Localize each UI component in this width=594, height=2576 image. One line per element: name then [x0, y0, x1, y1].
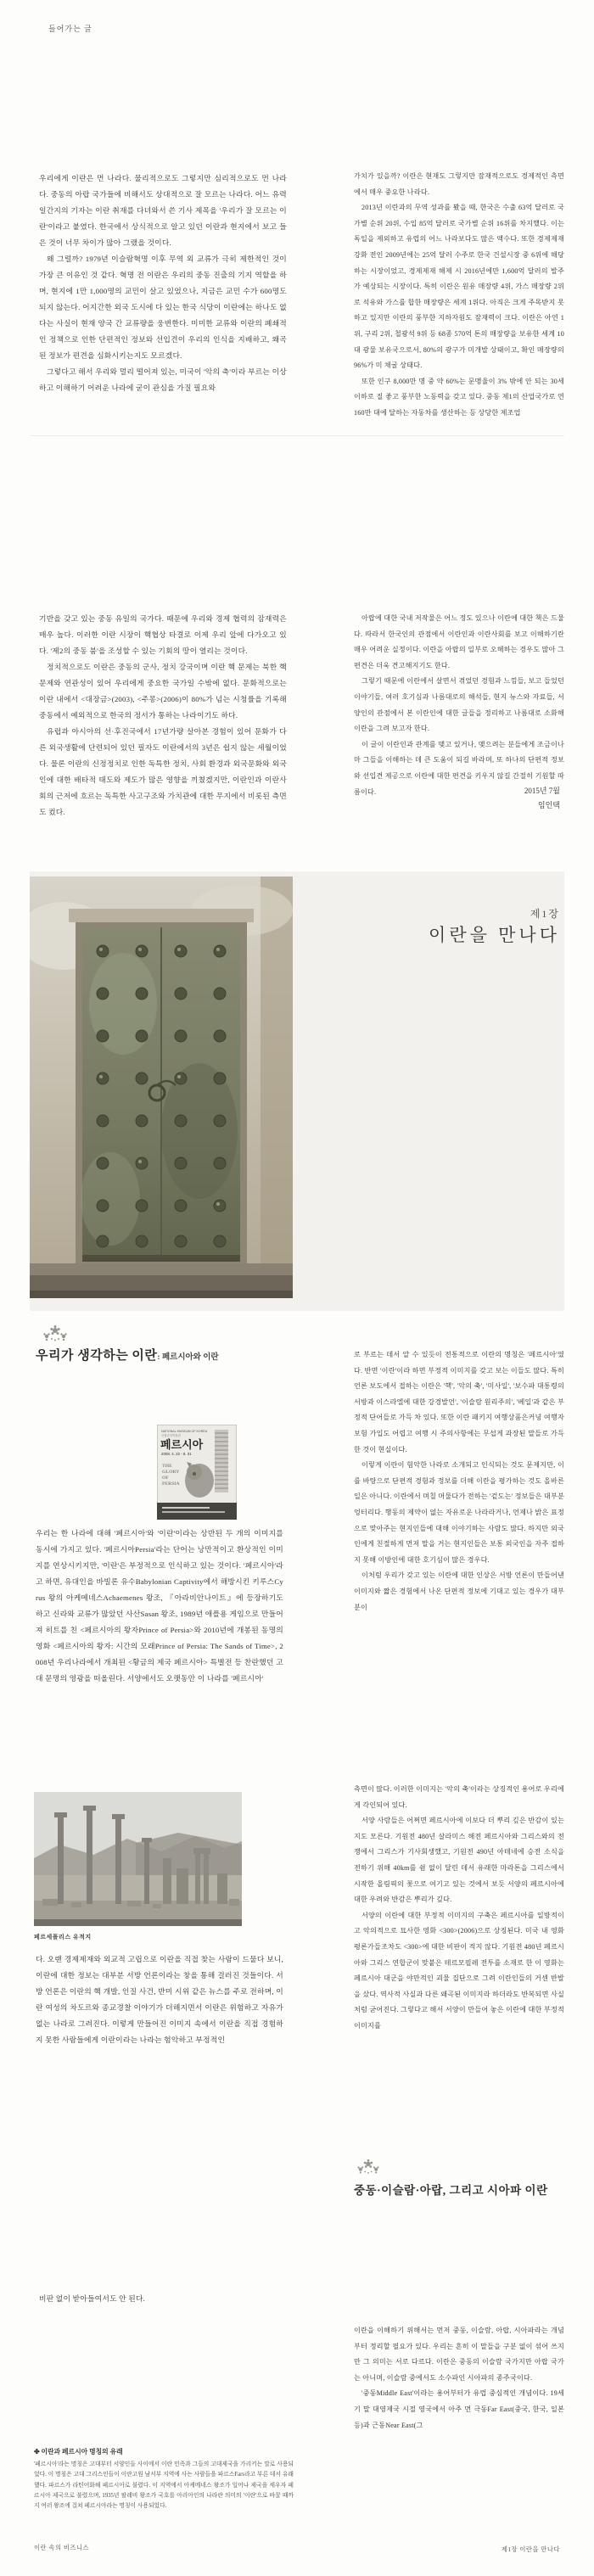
- chapter-label: 제1장: [530, 908, 560, 920]
- paragraph: 기반을 갖고 있는 중동 유일의 국가다. 때문에 우리와 경제 협력의 잠재력은 매우 높다. 이러한 이란 시장이 핵협상 타결로 이제 우리 앞에 다가오고 있다. '제2의 중동 붐'을 조성할 수 있는 기회의 땅이 열리는 것이다.: [39, 614, 287, 655]
- paragraph: 아랍에 대한 국내 저작물은 어느 정도 있으나 이란에 대한 책은 드물다. 따라서 한국인의 관점에서 이란인과 이란사회를 보고 이해하기란 매우 어려운 실정이다. 이란을 아랍의 일부로 오해하는 경우도 많아 그 편견은 더욱 견고해지기도 한다.: [354, 614, 564, 669]
- running-header: 들어가는 글: [48, 25, 92, 33]
- preface-left-page2-text: [39, 611, 287, 820]
- section-persia-cont-left-text: [36, 1952, 283, 2048]
- paragraph: 비판 없이 받아들여서도 안 된다.: [39, 2294, 146, 2303]
- persia-exhibition-poster: [157, 1425, 237, 1520]
- preface-right-page-text: [354, 169, 564, 422]
- old-door-photo: [30, 876, 293, 1298]
- paragraph: 이 글이 이란인과 관계를 맺고 있거나, 맺으려는 분들에게 조금이나마 그들을 이해하는 데 큰 도움이 되길 바라며, 또 하나의 단편적 정보와 선입견 제공으로 이란에 대한 편견을 키우지 않길 간절히 기원할 따름이다.: [354, 740, 564, 796]
- paragraph: 이렇게 이란이 험악한 나라로 소개되고 인식되는 것도 문제지만, 이를 바탕으로 단편적 경험과 정보를 더해 이란을 평가하는 것도 올바른 일은 아니다. 이란에서 며칠 머물다가 전하는 '겉도는' 정보들은 대부분 엉터리다. 행동의 제약이 없는 자유로운 나라라거나, 언제나 밝은 표정으로 맞아주는 현지인들에 대해 이야기하는 사람도 많다. 하지만 외국인에게 친절하게 먼저 말을 거는 현지인들은 보통 외국인을 자주 접하지 못해 이방인에 대한 호기심이 많은 경우다.: [354, 1461, 564, 1564]
- paragraph: 그렇기 때문에 이란에서 살면서 겪었던 경험과 느낌들, 보고 들었던 이야기들, 여러 호기심과 나름대로의 해석들, 현지 뉴스와 자료들, 서양인의 관점에서 본 이란인에 대한 글들을 정리하고 나름대로 소화해 이란을 그려 보고자 한다.: [354, 677, 564, 733]
- paragraph: 유럽과 아시아의 선·후진국에서 17년가량 살아본 경험이 있어 문화가 다른 외국생활에 단련되어 있던 필자도 이란에서의 3년은 쉽지 않는 세월이었다. 물론 이란의 신정정치로 인한 독특한 정치, 사회 환경과 외국문화와 외국인에 대한 배타적 태도와 제도가 많은 영향을 끼쳤겠지만, 이란인과 이란사회의 근저에 흐르는 독특한 사고구조와 가치관에 대한 무지에서 비롯된 측면도 컸다.: [39, 727, 287, 816]
- signature-name: 임인택: [537, 801, 560, 809]
- section-persia-heading: [36, 1346, 316, 1364]
- preface-right-page2-text: [354, 611, 564, 800]
- persepolis-photo-image: [34, 1792, 242, 1926]
- paragraph: 우리는 한 나라에 대해 '페르시아'와 '이란'이라는 상반된 두 개의 이미지를 동시에 가지고 있다. '페르시아Persia'라는 단어는 낭만적이고 환상적인 이미지를 연상시키지만, '이란'은 부정적으로 인식하고 있는 것이다. '페르시아'라고 하면, 유대인을 바빌론 유수Babylonian Captivity에서 해방시킨 키루스Cyrus 왕의 아케메네스Achaemenes 왕조, 『아라비안나이트』에 등장하기도 하고 신라와 교류가 많았던 사산Sasan 왕조, 1989년 애플용 게임으로 만들어져 히트를 친 <페르시아의 왕자Prince of Persia>와 2010년에 개봉된 동명의 영화 <페르시아의 왕자: 시간의 모래Prince of Persia: The Sands of Time>, 2008년 우리나라에서 개최된 <황금의 제국 페르시아> 특별전 등 찬란했던 고대 문명의 영광을 떠올린다. 서양에서도 오랫동안 이 나라를 '페르시아': [36, 1529, 283, 1683]
- poster-dates: 2008. 4. 22 - 8. 31: [161, 1452, 192, 1456]
- photo-caption: 페르세폴리스 유적지: [34, 1934, 92, 1940]
- paragraph: 서양 사람들은 어쩌면 페르시아에 이보다 더 뿌리 깊은 반감이 있는지도 모른다. 기원전 480년 살라미스 해전 페르시아와 그리스와의 전쟁에서 그리스가 기사회생했고, 기원전 490년 아테네에 승전 소식을 전하기 위해 40km를 쉼 없이 달린 데서 유래한 마라톤을 그리스에서 시작한 올림픽의 꽃으로 여기고 있는 것에서 보듯 서양의 페르시아에 대한 우려와 반감은 뿌리가 깊다.: [354, 1817, 564, 1904]
- page-divider: [30, 435, 564, 436]
- poster-title: 페르시아: [160, 1438, 204, 1451]
- poster-tagline-line: THE: [162, 1464, 172, 1469]
- paragraph: 우리에게 이란은 먼 나라다. 물리적으로도 그렇지만 심리적으로도 먼 나라다. 중동의 아랍 국가들에 비해서도 상대적으로 잘 모르는 나라다. 어느 유력 일간지의 기자는 이란 취재를 다녀와서 쓴 기사 제목을 '우리가 잘 모르는 이란'이라고 붙였다. 한국에서 상식적으로 알고 있던 이란과 현지에서 보고 들은 것이 너무 차이가 많아 그랬을 것이다.: [39, 174, 287, 247]
- preface-left-page-text: [39, 171, 287, 396]
- section-ornament-icon: [356, 2158, 380, 2176]
- paragraph: 다. 오랜 경제제재와 외교적 고립으로 이란을 직접 찾는 사람이 드물다 보니, 이란에 대한 정보는 대부분 서방 언론이라는 창을 통해 걸러진 것들이다. 서방 언론은 이란의 핵 개발, 인질 사건, 반미 시위 같은 뉴스를 주로 전하며, 이란 여성의 차도르와 종교경찰 이야기가 더해지면서 이란은 위험하고 자유가 없는 나라로 그려진다. 이렇게 만들어진 이미지 속에서 이란을 직접 경험하지 못한 사람들에게 이란이라는 나라는 험악하고 부정적인: [36, 1955, 283, 2044]
- paragraph: 이처럼 우리가 갖고 있는 이란에 대한 인상은 서방 언론이 만들어낸 이미지와 짧은 경험에서 나온 단편적 정보에 기대고 있는 경우가 대부분이: [354, 1571, 564, 1611]
- preface-signature: [395, 784, 560, 813]
- poster-tagline-line: GLORY: [162, 1470, 180, 1475]
- paragraph: 왜 그럴까? 1979년 이슬람혁명 이후 무역 외 교류가 극히 제한적인 것이 가장 큰 이유인 것 같다. 혁명 전 이란은 우리의 중동 진출의 기지 역할을 하며, 현지에 1만 1,000명의 교민이 살고 있었으나, 지금은 교민 수가 600명도 되지 않는다. 어지간한 외국 도시에 다 있는 한국 식당이 이란에는 하나도 없다는 사실이 현재 양국 간 교류량을 웅변한다. 미미한 교류와 이란의 폐쇄적인 정책으로 인한 단편적인 정보와 선입견이 우리의 인식을 지배하고, 왜곡된 정보가 편견을 심화시키는지도 모르겠다.: [39, 255, 287, 360]
- signature-date: 2015년 7월: [524, 787, 560, 795]
- section-middle-east-right-text: [354, 2323, 564, 2433]
- paragraph: 로 부르는 데서 알 수 있듯이 전통적으로 이란의 명칭은 '페르시아'였다. 반면 '이란'이라 하면 부정적 이미지를 갖고 보는 이들도 많다. 특히 언론 보도에서 접하는 이란은 '핵', '악의 축', '미사일', '보수파 대통령의 서방과 이스라엘에 대한 강경발언', '이슬람 원리주의', '베일'과 같은 부정적 단어들로 가득 차 있다. 또한 이란 패키지 여행상품은커녕 여행자보험 가입도 어렵고 여행 시 주의사항에는 무섭게 과장된 말들로 가득한 것이 현실이다.: [354, 1351, 564, 1453]
- poster-museum-en: NATIONAL MUSEUM OF KOREA: [161, 1430, 208, 1433]
- carryover-line: [39, 2291, 287, 2307]
- section-persia-left-text: [36, 1526, 283, 1687]
- poster-tagline-line: OF: [162, 1476, 169, 1481]
- section-title: 우리가 생각하는 이란: [36, 1349, 158, 1363]
- chapter-title: 이란을 만나다: [429, 925, 560, 945]
- footnote-title: ✤ 이란과 페르시아 명칭의 유래: [34, 2448, 123, 2456]
- paragraph: 2013년 이란과의 무역 성과를 봤을 때, 한국은 수출 63억 달러로 국가별 순위 20위, 수입 85억 달러로 국가별 순위 16위를 차지했다. 이는 독일을 제외하고 유럽의 어느 나라보다도 많은 액수다. 또한 경제제재 강화 전인 2009년에는 25억 달러 수주로 한국 건설시장 중 6위에 해당하는 시장이었고, 경제제재 해제 시 2016년에만 1,600억 달러의 발주가 예상되는 시장이다. 특히 이란은 원유 매장량 4위, 가스 매장량 2위로 석유와 가스를 합한 매장량은 세계 1위다. 아직은 크게 주목받지 못하고 있지만 이란의 풍부한 지하자원도 잠재력이 크다. 이란은 아연 1위, 구리 2위, 철광석 9위 등 68종 570억 톤의 매장량을 보유한 세계 10대 광물 보유국으로서, 80%의 광구가 미개발 상태이고, 확인 매장량의 96%가 미 채굴 상태다.: [354, 204, 564, 370]
- footnote-body: '페르시아'라는 명칭은 고대부터 서양인들 사이에서 이란 민족과 그들의 고대제국을 가리키는 말로 사용되었다. 이 명칭은 고대 그리스인들이 이란고원 남서부 지역에 사는 사람들을 파르스Fars라고 부른 데서 유래했다. 파르스가 라틴어화해 페르시아로 불렸다. 이 지역에서 아케메네스 왕조가 일어나 제국을 세우자 페르시아 제국으로 불렸으며, 1935년 팔레비 왕조가 국호를 아리아인의 나라란 의미의 '이란'으로 바꿀 때까지 여러 왕조에 걸쳐 페르시아라는 명칭이 사용되었다.: [34, 2461, 294, 2510]
- paragraph: 또한 인구 8,000만 명 중 약 60%는 문맹율이 3% 밖에 안 되는 30세 이하로 질 좋고 풍부한 노동력을 갖고 있다. 중동 제1의 산업국가로 연 160만 대에 달하는 자동차를 생산하는 등 상당한 제조업: [354, 377, 564, 417]
- section-ornament-icon: [42, 1324, 68, 1344]
- section-middle-east-heading: 중동·이슬람·아랍, 그리고 시아파 이란: [354, 2184, 548, 2197]
- paragraph: 이란을 이해하기 위해서는 먼저 중동, 이슬람, 아랍, 시아파라는 개념부터 정리할 필요가 있다. 우리는 흔히 이 말들을 구분 없이 섞어 쓰지만 그 의미는 서로 다르다. 이란은 중동의 이슬람 국가지만 아랍 국가는 아니며, 이슬람 중에서도 소수파인 시아파의 종주국이다.: [354, 2327, 564, 2382]
- paragraph: '중동Middle East'이라는 용어부터가 유럽 중심적인 개념이다. 19세기 말 대영제국 시절 영국에서 아주 먼 극동Far East(중국, 한국, 일본 등)과 근동Near East(그: [354, 2389, 564, 2429]
- running-footer-left: 이란 속의 비즈니스: [34, 2544, 90, 2551]
- poster-tagline-line: PERSIA: [162, 1481, 180, 1487]
- section-persia-right-text: [354, 1347, 564, 1616]
- paragraph: 정치적으로도 이란은 중동의 군사, 정치 강국이며 이란 핵 문제는 북한 핵문제와 연관성이 있어 우리에게 중요한 국가일 수밖에 없다. 문화적으로는 이란 내에서 <대장금>(2003), <주몽>(2006)이 80%가 넘는 시청률을 기록해 중동에서 예외적으로 한국의 정서가 통하는 나라이기도 하다.: [39, 663, 287, 720]
- poster-museum-ko: 국립중앙박물관: [161, 1434, 181, 1437]
- running-footer-right: 제1장 이란을 만나다: [501, 2545, 560, 2553]
- paragraph: 서양의 이란에 대한 부정적 이미지의 구축은 페르시아를 일방적이고 악의적으로 묘사한 영화 <300>(2006)으로 상징된다. 미국 내 영화평론가들조차도 <300>에 대한 비판이 적지 않다. 기원전 480년 페르시아와 그리스 연합군이 맞붙은 테르모필레 전투를 소재로 한 이 영화는 페르시아 대군을 야만적인 괴물 집단으로 그려 이란인들의 거센 반발을 샀다. 역사적 사실과 다른 왜곡된 이미지라 하더라도 반복되면 사실처럼 굳어진다. 그렇다고 해서 서양이 만들어 놓은 이란에 대한 부정적 이미지를: [354, 1911, 564, 2030]
- persepolis-photo: [34, 1792, 242, 1926]
- paragraph: 그렇다고 해서 우리와 멀리 떨어져 있는, 미국이 '악의 축'이라 부르는 이상하고 이해하기 어려운 나라에 굳이 관심을 가질 필요와: [39, 367, 287, 392]
- paragraph: 가치가 있을까? 이란은 현재도 그렇지만 잠재적으로도 경제적인 측면에서 매우 중요한 나라다.: [354, 172, 564, 196]
- paragraph: 측면이 많다. 이러한 이미지는 '악의 축'이라는 상징적인 용어로 우리에게 각인되어 있다.: [354, 1785, 564, 1809]
- section-persia-cont-right-text: [354, 1782, 564, 2035]
- section-subtitle: : 페르시아와 이란: [157, 1353, 219, 1362]
- old-door-photo-image: [30, 876, 293, 1298]
